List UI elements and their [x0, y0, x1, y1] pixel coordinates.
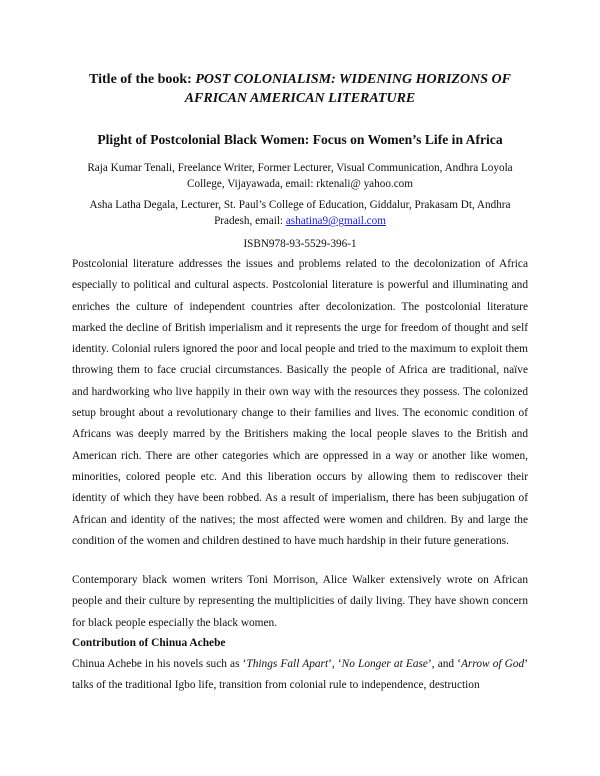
author-2-line1: Asha Latha Degala, Lecturer, St. Paul’s College of Education, Giddalur, Prakasam Dt, Andhra — [89, 199, 511, 211]
book-title-line2: AFRICAN AMERICAN LITERATURE — [184, 91, 416, 106]
isbn: ISBN978-93-5529-396-1 — [243, 238, 357, 250]
author-2-email-link[interactable]: ashatina9@gmail.com — [285, 215, 386, 227]
paragraph-contemporary-writers: Contemporary black women writers Toni Morrison, Alice Walker extensively wrote on African people and their culture by representing the multiplicities of daily living. They have shown concern for black people especially the black women. — [72, 574, 528, 629]
author-2 — [72, 197, 528, 229]
book-title — [60, 70, 540, 108]
achebe-text-4: ’ talks of the traditional Igbo life, transition from colonial rule to independence, destruction — [72, 658, 528, 692]
book-title-prefix: Title of the book: — [89, 72, 196, 87]
achebe-text-1: Chinua Achebe in his novels such as ‘ — [72, 658, 247, 670]
book-title-line1: POST COLONIALISM: WIDENING HORIZONS OF — [195, 72, 511, 87]
novel-arrow-of-god: Arrow of God — [461, 658, 525, 670]
author-1-line2: College, Vijayawada, email: rktenali@ yahoo.com — [187, 178, 413, 190]
novel-things-fall-apart: Things Fall Apart — [246, 658, 329, 670]
achebe-text-3: ’, and ‘ — [427, 658, 461, 670]
novel-no-longer-at-ease: No Longer at Ease — [341, 658, 428, 670]
author-1 — [72, 160, 528, 192]
author-1-line1: Raja Kumar Tenali, Freelance Writer, Former Lecturer, Visual Communication, Andhra Loyola — [87, 162, 513, 174]
paragraph-achebe — [72, 654, 528, 697]
section-heading-chinua-achebe: Contribution of Chinua Achebe — [72, 637, 226, 649]
paragraph-intro: Postcolonial literature addresses the issues and problems related to the decolonization of Africa especially to political and cultural aspects. Postcolonial literature is powerful and illuminating and enriches the culture of independent countries after decolonization. The postcolonial literature marked the decline of British imperialism and it represents the urge for freedom of thought and self identity. Colonial rulers ignored the poor and local people and tried to the maximum to exploit them throwing them to face crucial circumstances. Basically the people of Africa are traditional, naïve and hardworking who live happily in their own way with the resources they possess. The colonized setup brought about a revolutionary change to their families and lives. The economic condition of Africans was deeply marred by the Britishers making the local people slaves to the British and American rich. There are other categories which are oppressed in a way or another like women, minorities, colored people etc. And this liberation occurs by allowing them to rediscover their identity of which they have been robbed. As a result of imperialism, there has been subjugation of African and identity of the natives; the most affected were women and children. By and large the condition of the women and children destined to have much hardship in their future generations. — [72, 258, 528, 547]
article-title: Plight of Postcolonial Black Women: Focus on Women’s Life in Africa — [97, 132, 503, 147]
achebe-text-2: ’, ‘ — [328, 658, 342, 670]
author-2-line2-prefix: Pradesh, email: — [214, 215, 286, 227]
